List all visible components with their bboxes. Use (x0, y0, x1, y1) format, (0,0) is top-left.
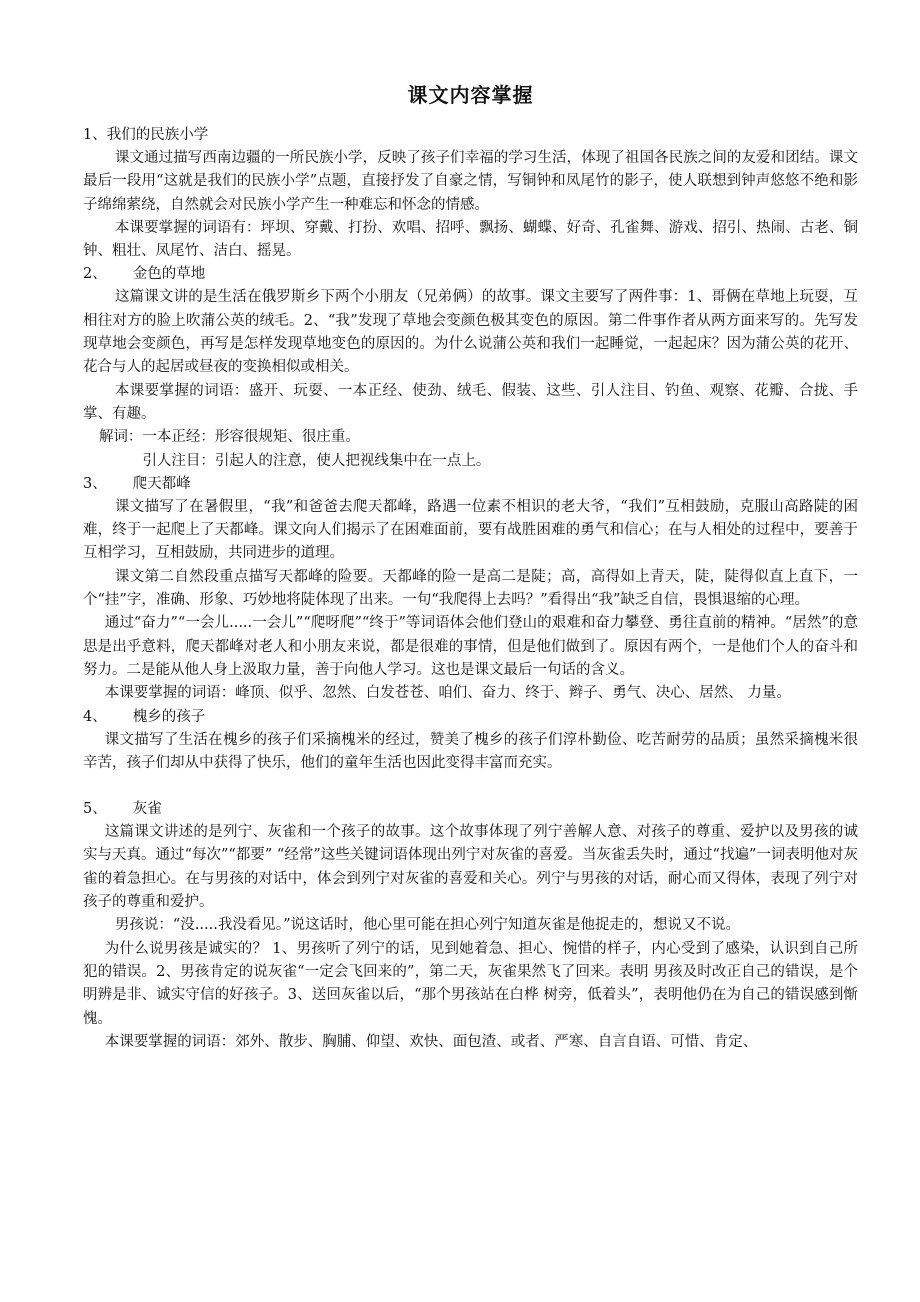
section-3 (83, 473, 858, 706)
paragraph: 本课要掌握的词语：郊外、散步、胸脯、仰望、欢快、面包渣、或者、严寒、自言自语、可惜、肯定、 (104, 1033, 758, 1050)
section-title: 灰雀 (132, 801, 162, 818)
definitions-label: 解词： (98, 429, 143, 446)
paragraph: 本课要掌握的词语：盛开、玩耍、一本正经、使劲、绒毛、假装、这些、引人注目、钓鱼、观察、花瓣、合拢、手掌、有趣。 (83, 382, 858, 422)
definition: 一本正经：形容很规矩、很庄重。 (142, 429, 360, 446)
section-4 (83, 706, 858, 776)
section-heading (83, 124, 858, 147)
definition-line (83, 450, 858, 473)
section-number: 1、 (83, 127, 107, 143)
section-number: 2、 (83, 266, 107, 283)
paragraph: 课文第二自然段重点描写天都峰的险要。天都峰的险一是高二是陡；高，高得如上青天，陡，陡得似直上直下，一个“挂”字，准确、形象、巧妙地将陡体现了出来。一句“我爬得上去吗？”看得出“我”缺乏自信，畏惧退缩的心理。 (83, 568, 858, 609)
section-number: 5、 (83, 801, 107, 818)
paragraph: 课文通过描写西南边疆的一所民族小学，反映了孩子们幸福的学习生活，体现了祖国各民族之间的友爱和团结。课文最后一段用“这就是我们的民族小学”点题，直接抒发了自豪之情，写铜钟和凤尾竹的影子，使人联想到钟声悠悠不绝和影子绵绵萦绕，自然就会对民族小学产生一种难忘和怀念的情感。 (83, 150, 858, 213)
section-title: 爬天都峰 (132, 475, 191, 492)
paragraph: 这篇课文讲的是生活在俄罗斯乡下两个小朋友（兄弟俩）的故事。课文主要写了两件事：1、哥俩在草地上玩耍，互相往对方的脸上吹蒲公英的绒毛。2、“我”发现了草地会变颜色极其变色的原因。第二件事作者从两方面来写的。先写发现草地会变颜色，再写是怎样发现草地变色的原因的。为什么说蒲公英和我们一起睡觉，一起起床？因为蒲公英的花开、花合与人的起居或昼夜的变换相似或相关。 (83, 289, 858, 376)
definition-line (83, 426, 858, 449)
section-5 (83, 798, 858, 1054)
paragraph: 课文描写了在暑假里，“我”和爸爸去爬天都峰，路遇一位素不相识的老大爷，“我们”互相鼓励，克服山高路陡的困难，终于一起爬上了天都峰。课文向人们揭示了在困难面前，要有战胜困难的勇气和信心；在与人相处的过程中，要善于互相学习，互相鼓励，共同进步的道理。 (83, 498, 858, 562)
section-number: 3、 (83, 475, 107, 492)
section-heading (83, 263, 858, 286)
paragraph: 通过“奋力”“一会儿.....一会儿”“爬呀爬”“终于”等词语体会他们登山的艰难和奋力攀登、勇往直前的精神。“居然”的意思是出乎意料，爬天都峰对老人和小朋友来说，都是很难的事情，但是他们做到了。原因有两个，一是他们个人的奋斗和努力。二是能从他人身上汲取力量，善于向他人学习。这也是课文最后一句话的含义。 (83, 615, 858, 678)
section-heading (83, 798, 858, 821)
section-title: 槐乡的孩子 (132, 708, 206, 725)
paragraph: 课文描写了生活在槐乡的孩子们采摘槐米的经过，赞美了槐乡的孩子们淳朴勤俭、吃苦耐劳的品质；虽然采摘槐米很辛苦，孩子们却从中获得了快乐，他们的童年生活也因此变得丰富而充实。 (83, 731, 858, 771)
paragraph: 本课要掌握的词语有：坪坝、穿戴、打扮、欢唱、招呼、飘扬、蝴蝶、好奇、孔雀舞、游戏、招引、热闹、古老、铜钟、粗壮、凤尾竹、洁白、摇晃。 (83, 219, 858, 260)
paragraph: 这篇课文讲述的是列宁、灰雀和一个孩子的故事。这个故事体现了列宁善解人意、对孩子的尊重、爱护以及男孩的诚实与天真。通过“每次”“都要” “经常”这些关键词语体现出列宁对灰雀的喜爱。当灰雀丢失时，通过“找遍”一词表明他对灰雀的着急担心。在与男孩的对话中，体会到列宁对灰雀的喜爱和关心。列宁与男孩的对话，耐心而又得体，表现了列宁对孩子的尊重和爱护。 (83, 824, 858, 911)
section-2 (83, 263, 858, 472)
section-heading (83, 473, 858, 496)
section-heading (83, 706, 858, 729)
paragraph: 为什么说男孩是诚实的？ 1、男孩听了列宁的话，见到她着急、担心、惋惜的样子，内心受到了感染，认识到自己所犯的错误。2、男孩肯定的说灰雀“一定会飞回来的”，第二天，灰雀果然飞了回来。表明 男孩及时改正自己的错误，是个明辨是非、诚实守信的好孩子。3、送回灰雀以后，“那个男孩站在白桦 树旁，低着头”，表明他仍在为自己的错误感到惭愧。 (83, 940, 858, 1027)
paragraph: 本课要掌握的词语：峰顶、似乎、忽然、白发苍苍、咱们、奋力、终于、辫子、勇气、决心、居然、 力量。 (104, 685, 791, 702)
page-title: 课文内容掌握 (407, 83, 534, 107)
section-title: 我们的民族小学 (106, 127, 209, 143)
section-number: 4、 (83, 708, 107, 725)
definition: 引人注目：引起人的注意，使人把视线集中在一点上。 (142, 452, 491, 469)
blank-line (83, 775, 858, 798)
section-title: 金色的草地 (132, 266, 206, 283)
section-1 (83, 124, 858, 263)
paragraph: 男孩说：“没.....我没看见。”说这话时，他心里可能在担心列宁知道灰雀是他捉走的，想说又不说。 (114, 917, 741, 934)
